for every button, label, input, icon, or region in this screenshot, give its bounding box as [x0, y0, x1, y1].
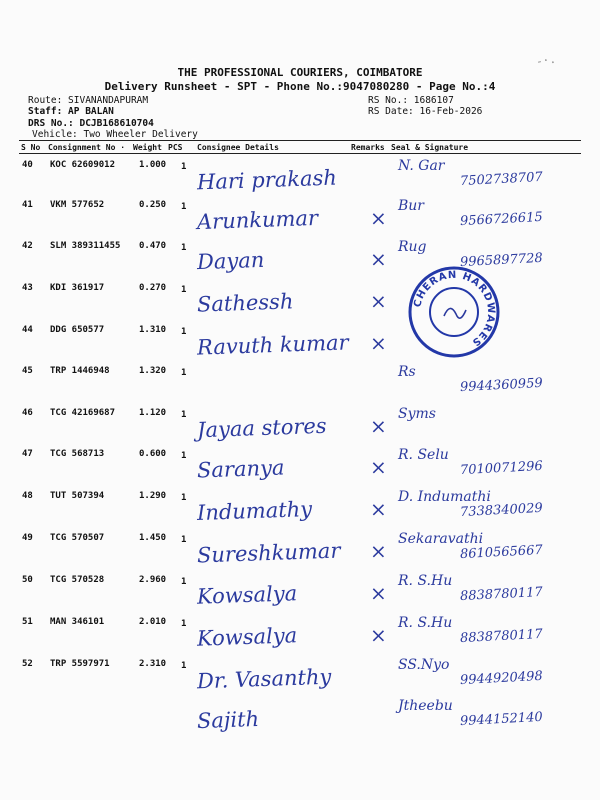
row-consignment-no: MAN 346101	[50, 617, 105, 627]
corner-pen-mark: -·.	[535, 52, 557, 69]
row-consignment-no: DDG 650577	[50, 325, 105, 335]
header-rule-top	[19, 140, 581, 141]
col-header-sno: S No	[21, 143, 41, 152]
stamp-text: CHERAN HARDWARES	[412, 269, 497, 349]
row-signature: R. Selu	[398, 447, 449, 463]
row-remark-mark: ×	[370, 497, 387, 521]
runsheet-subtitle: Delivery Runsheet - SPT - Phone No.:9047080280 - Page No.:4	[104, 80, 496, 93]
row-remark-mark: ×	[370, 414, 387, 438]
row-pcs: 1	[181, 162, 187, 172]
row-sno: 45	[22, 366, 33, 376]
row-signature: Jtheebu	[398, 698, 453, 714]
col-header-seal: Seal & Signature	[391, 143, 469, 152]
stamp-seal-icon	[406, 264, 502, 360]
row-weight: 1.290	[139, 491, 167, 501]
row-consignee-name: Indumathy	[196, 496, 313, 526]
row-pcs: 1	[181, 493, 187, 503]
row-sno: 41	[22, 200, 33, 210]
row-phone: 7010071296	[459, 458, 544, 479]
row-pcs: 1	[181, 619, 187, 629]
row-remark-mark: ×	[370, 455, 387, 479]
row-weight: 1.320	[139, 366, 167, 376]
row-remark-mark: ×	[370, 331, 387, 355]
row-phone: 8838780117	[459, 626, 544, 647]
row-sno: 52	[22, 659, 33, 669]
row-pcs: 1	[181, 285, 187, 295]
route-label: Route: SIVANANDAPURAM	[28, 95, 149, 106]
row-phone: 9566726615	[459, 209, 544, 230]
row-pcs: 1	[181, 327, 187, 337]
row-consignment-no: TCG 570507	[50, 533, 105, 543]
row-weight: 1.120	[139, 408, 167, 418]
row-signature: D. Indumathi	[398, 489, 491, 505]
row-signature: Syms	[398, 406, 436, 422]
row-consignment-no: KDI 361917	[50, 283, 105, 293]
row-consignment-no: TCG 42169687	[50, 408, 116, 418]
col-header-consignee: Consignee Details	[197, 143, 279, 152]
row-remark-mark: ×	[370, 289, 387, 313]
row-signature: R. S.Hu	[398, 615, 453, 631]
row-weight: 2.310	[139, 659, 167, 669]
row-sno: 44	[22, 325, 33, 335]
row-remark-mark: ×	[370, 206, 387, 230]
row-pcs: 1	[181, 202, 187, 212]
row-signature: R. S.Hu	[398, 573, 453, 589]
row-phone: 7502738707	[459, 169, 544, 190]
row-pcs: 1	[181, 535, 187, 545]
row-pcs: 1	[181, 410, 187, 420]
rs-date: RS Date: 16-Feb-2026	[368, 106, 483, 117]
cheran-hardwares-stamp	[406, 264, 502, 360]
row-weight: 1.450	[139, 533, 167, 543]
row-consignee-name: Kowsalya	[196, 581, 298, 609]
row-weight: 0.270	[139, 283, 167, 293]
row-signature: Rs	[398, 364, 416, 380]
header-rule-bottom	[19, 153, 581, 154]
row-signature: Bur	[398, 198, 424, 214]
row-weight: 0.250	[139, 200, 167, 210]
row-consignee-name: Sajith	[196, 706, 260, 734]
row-consignment-no: TCG 568713	[50, 449, 105, 459]
drs-number: DRS No.: DCJB168610704	[28, 118, 154, 129]
row-sno: 46	[22, 408, 33, 418]
row-signature: SS.Nyo	[398, 657, 450, 673]
company-title: THE PROFESSIONAL COURIERS, COIMBATORE	[177, 66, 423, 79]
row-consignment-no: TRP 5597971	[50, 659, 110, 669]
col-header-pcs: PCS	[168, 143, 183, 152]
row-consignee-name: Ravuth kumar	[196, 330, 349, 360]
row-sno: 47	[22, 449, 33, 459]
row-remark-mark: ×	[370, 247, 387, 271]
col-header-remarks: Remarks	[351, 143, 385, 152]
row-consignment-no: KOC 62609012	[50, 160, 116, 170]
row-remark-mark: ×	[370, 539, 387, 563]
row-consignee-name: Dayan	[196, 247, 265, 275]
row-phone: 8838780117	[459, 584, 544, 605]
row-signature: N. Gar	[398, 158, 445, 174]
row-sno: 48	[22, 491, 33, 501]
row-pcs: 1	[181, 368, 187, 378]
row-weight: 0.470	[139, 241, 167, 251]
row-sno: 43	[22, 283, 33, 293]
row-consignee-name: Dr. Vasanthy	[196, 664, 332, 694]
staff-label: Staff: AP BALAN	[28, 106, 114, 117]
row-sno: 51	[22, 617, 33, 627]
row-consignee-name: Hari prakash	[196, 165, 338, 195]
row-remark-mark: ×	[370, 581, 387, 605]
row-phone: 9944360959	[459, 375, 544, 396]
row-sno: 49	[22, 533, 33, 543]
col-header-weight: Weight	[133, 143, 162, 152]
row-pcs: 1	[181, 243, 187, 253]
row-weight: 1.000	[139, 160, 167, 170]
row-consignment-no: SLM 389311455	[50, 241, 121, 251]
row-sno: 50	[22, 575, 33, 585]
row-consignment-no: TRP 1446948	[50, 366, 110, 376]
row-sno: 40	[22, 160, 33, 170]
row-consignee-name: Saranya	[196, 455, 285, 483]
row-phone: 8610565667	[459, 542, 544, 563]
row-consignee-name: Jayaa stores	[196, 413, 328, 443]
row-consignee-name: Sureshkumar	[196, 538, 341, 568]
row-consignment-no: TUT 507394	[50, 491, 105, 501]
row-phone: 9944152140	[459, 709, 544, 730]
row-weight: 2.960	[139, 575, 167, 585]
row-signature: Sekaravathi	[398, 531, 484, 547]
rs-number: RS No.: 1686107	[368, 95, 454, 106]
row-sno: 42	[22, 241, 33, 251]
row-pcs: 1	[181, 451, 187, 461]
row-consignee-name: Arunkumar	[196, 205, 319, 235]
row-phone: 9944920498	[459, 668, 544, 689]
row-consignee-name: Kowsalya	[196, 623, 298, 651]
row-weight: 2.010	[139, 617, 167, 627]
row-pcs: 1	[181, 661, 187, 671]
row-weight: 1.310	[139, 325, 167, 335]
row-phone: 9965897728	[459, 250, 544, 271]
vehicle-label: Vehicle: Two Wheeler Delivery	[32, 129, 198, 140]
row-weight: 0.600	[139, 449, 167, 459]
row-consignment-no: TCG 570528	[50, 575, 105, 585]
row-consignee-name: Sathessh	[196, 289, 294, 317]
row-remark-mark: ×	[370, 623, 387, 647]
row-phone: 7338340029	[459, 500, 544, 521]
row-signature: Rug	[398, 239, 427, 255]
row-pcs: 1	[181, 577, 187, 587]
col-header-consignment: Consignment No ·	[48, 143, 126, 152]
row-consignment-no: VKM 577652	[50, 200, 105, 210]
